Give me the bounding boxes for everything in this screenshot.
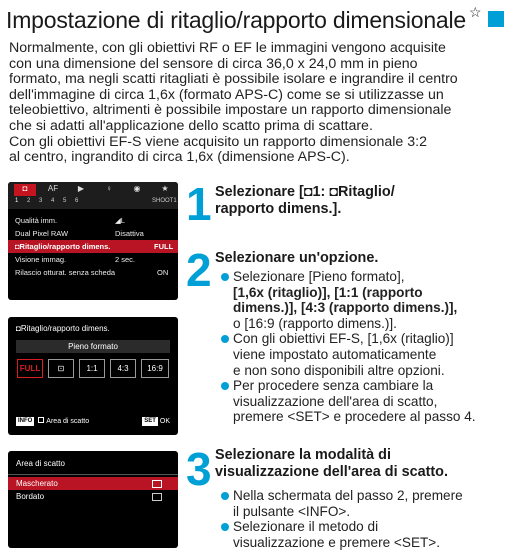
step-bullets (221, 488, 515, 550)
menu-item-dual-pixel-raw[interactable] (8, 227, 178, 240)
bullet-item (221, 378, 515, 425)
bullet-line: e non sono disponibili altre opzioni. (233, 362, 445, 378)
screen-title: Area di scatto (16, 459, 65, 468)
step-bullets (221, 269, 515, 425)
intro-line: che si adatti all'applicazione dello scatto prima di scattare. (9, 117, 373, 134)
subtab-row (8, 198, 178, 208)
bullet-item (221, 488, 515, 519)
bullet-line: premere <SET> e procedere al passo 4. (233, 409, 476, 425)
bullet-dot-icon (221, 523, 229, 531)
screen-footer (16, 417, 170, 429)
bullet-dot-icon (221, 492, 229, 500)
menu-item-label: Rilascio otturat. senza scheda (15, 268, 116, 277)
step-heading-line: Selezionare [◘1: ◘Ritaglio/ (215, 184, 395, 200)
outlined-icon (152, 493, 162, 501)
playback-tab-icon[interactable]: ▶ (77, 184, 85, 193)
menu-item-value: Disattiva (115, 229, 144, 238)
step-heading (215, 184, 395, 218)
option-16-9[interactable]: 16:9 (141, 359, 169, 378)
bullet-line: Con gli obiettivi EF-S, [1,6x (ritaglio)] (233, 331, 454, 347)
menu-item-crop-aspect[interactable] (8, 240, 178, 253)
menu-item-label: Dual Pixel RAW (15, 229, 69, 238)
intro-line: dell'immagine di circa 1,6x (formato APS-C) come se si utilizzasse un (9, 86, 444, 103)
step-heading-line: visualizzazione dell'area di scatto. (215, 464, 448, 480)
intro-line: teleobiettivo, altrimenti è possibile impostare un rapporto dimensionale (9, 102, 452, 119)
bullet-dot-icon (221, 273, 229, 281)
wireless-tab-icon[interactable]: ♀ (106, 184, 112, 193)
option-outlined[interactable] (8, 490, 178, 503)
star-icon: ☆ (469, 4, 482, 20)
option-full[interactable]: FULL (17, 359, 43, 378)
bullet-dot-icon (221, 335, 229, 343)
option-label: Bordato (16, 492, 45, 501)
masked-icon (152, 480, 162, 488)
subtab-number[interactable]: 3 (39, 198, 43, 204)
setup-tab-icon[interactable]: ◉ (133, 184, 141, 193)
menu-item-label: ◘Ritaglio/rapporto dimens. (15, 242, 111, 251)
title-text: Impostazione di ritaglio/rapporto dimensionale (6, 7, 467, 33)
bullet-line: il pulsante <INFO>. (233, 503, 351, 519)
option-masked[interactable] (8, 477, 178, 490)
af-tab[interactable]: AF (47, 184, 59, 193)
info-key-label: Area di scatto (46, 418, 90, 425)
step-heading-line: rapporto dimens.]. (215, 201, 342, 217)
bullet-item (221, 331, 515, 378)
menu-item-value: 2 sec. (115, 255, 136, 264)
menu-item-label: Qualità imm. (15, 216, 58, 225)
ok-label: OK (159, 418, 170, 425)
option-label: Mascherato (16, 479, 58, 488)
intro-line: Normalmente, con gli obiettivi RF o EF le immagini vengono acquisite (9, 40, 446, 56)
menu-item-value: ON (157, 268, 169, 277)
subtab-number[interactable]: 4 (51, 198, 55, 204)
bullet-line: visualizzazione e premere <SET>. (233, 534, 441, 550)
bullet-line: viene impostato automaticamente (233, 346, 437, 362)
bullet-line: Selezionare [Pieno formato], (233, 269, 405, 284)
bullet-dot-icon (221, 382, 229, 390)
menu-item-release-without-card[interactable] (8, 266, 178, 279)
section-square-icon (488, 11, 504, 27)
menu-item-label: Visione immag. (15, 255, 67, 264)
bullet-line: visualizzazione dell'area di scatto, (233, 393, 438, 409)
menu-item-image-review[interactable] (8, 253, 178, 266)
menu-item-image-quality[interactable] (8, 214, 178, 227)
intro-line: con una dimensione del sensore di circa 36,0 x 24,0 mm in pieno (9, 55, 418, 72)
screen-title: ◘Ritaglio/rapporto dimens. (16, 324, 110, 333)
step-heading (215, 250, 378, 267)
set-key: SET (144, 418, 156, 424)
step-number: 1 (186, 178, 212, 230)
bullet-line: o [16:9 (rapporto dimens.)]. (233, 315, 397, 331)
intro-paragraph (9, 41, 509, 166)
divider (8, 474, 178, 475)
menu-tab-bar (8, 182, 178, 209)
step-heading-line: Selezionare la modalità di (215, 447, 391, 463)
bullet-line: Nella schermata del passo 2, premere (233, 488, 463, 503)
step-number: 2 (186, 244, 212, 296)
intro-line: al centro, ingrandito di circa 1,6x (dimensione APS-C). (9, 149, 350, 166)
mymenu-tab-icon[interactable]: ★ (161, 184, 169, 193)
crop-options-screen (8, 317, 178, 435)
step-number: 3 (186, 443, 212, 495)
subtab-number[interactable]: 2 (27, 198, 31, 204)
selected-option-label: Pieno formato (16, 340, 170, 353)
shooting-area-icon (38, 417, 44, 423)
camera-menu-screen (8, 182, 178, 300)
bullet-line: [1,6x (ritaglio)], [1:1 (rapporto (233, 284, 423, 300)
menu-item-value: ◢L (115, 216, 125, 225)
bullet-line: Selezionare il metodo di (233, 519, 379, 535)
subtab-name: SHOOT1 (152, 198, 177, 204)
option-4-3[interactable]: 4:3 (110, 359, 136, 378)
option-crop-icon[interactable]: ⊡ (48, 359, 74, 378)
bullet-line: Per procedere senza cambiare la (233, 378, 434, 394)
step-heading-line: Selezionare un'opzione. (215, 250, 379, 266)
info-key[interactable]: INFO (18, 418, 33, 424)
bullet-item (221, 519, 515, 550)
set-ok-hint[interactable] (142, 417, 170, 426)
shooting-area-screen (8, 451, 178, 548)
shoot-tab-icon[interactable]: ◘ (14, 184, 36, 196)
intro-line: Con gli obiettivi EF-S viene acquisito un rapporto dimensionale 3:2 (9, 133, 427, 150)
subtab-number[interactable]: 6 (75, 198, 79, 204)
subtab-number[interactable]: 5 (63, 198, 67, 204)
menu-item-value: FULL (154, 242, 174, 251)
subtab-number[interactable]: 1 (15, 198, 19, 204)
step-heading (215, 447, 448, 481)
bullet-item (221, 269, 515, 331)
bullet-line: dimens.)], [4:3 (rapporto dimens.)], (233, 300, 458, 316)
intro-line: formato, ma negli scatti ritagliati è possibile isolare e ingrandire il centro (9, 71, 458, 88)
option-1-1[interactable]: 1:1 (79, 359, 105, 378)
page-title (6, 4, 512, 34)
